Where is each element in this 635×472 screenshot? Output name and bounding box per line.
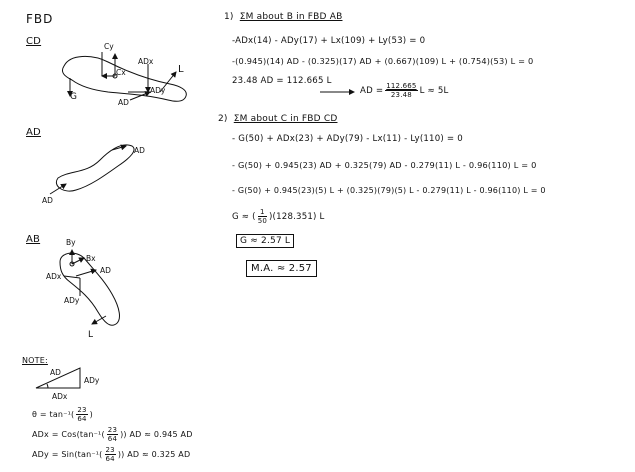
step1-heading: 1) ΣM about B in FBD AB: [224, 12, 343, 22]
note-title: NOTE:: [22, 356, 48, 365]
note-adx-eq: ADx = Cos(tan⁻¹( $\frac{23}{64}$ )) AD ≈ 0.945 AD: [32, 426, 193, 443]
ab-ad-label: AD: [100, 266, 111, 275]
step1-equation-3: 23.48 AD = 112.665 L: [232, 76, 332, 86]
step2-g-equation: G ≈ ( $\frac{1}{50}$ )(128.351) L: [232, 208, 325, 225]
step1-equation-2: -(0.945)(14) AD - (0.325)(17) AD + (0.667)(109) L + (0.754)(53) L = 0: [232, 56, 534, 66]
cd-cx-label: Cx: [116, 68, 126, 77]
result-ma-box: M.A. ≈ 2.57: [246, 260, 317, 277]
step1-equation-1: -ADx(14) - ADy(17) + Lx(109) + Ly(53) = 0: [232, 36, 426, 46]
ab-by-label: By: [66, 238, 76, 247]
note-tri-ad: AD: [50, 368, 61, 377]
cd-l-label: L: [178, 64, 184, 75]
ad-bottom-label: AD: [42, 196, 53, 205]
ab-adx-label: ADx: [46, 272, 62, 281]
note-tri-adx: ADx: [52, 392, 68, 401]
note-ady-eq: ADy = Sin(tan⁻¹( $\frac{23}{64}$ )) AD ≈ 0.325 AD: [32, 446, 191, 463]
cd-ad-label: AD: [118, 98, 129, 107]
step2-heading: 2) ΣM about C in FBD CD: [218, 114, 338, 124]
cd-cy-label: Cy: [104, 42, 114, 51]
cd-g-label: G: [70, 92, 77, 102]
ab-ady-label: ADy: [64, 296, 80, 305]
ab-label: AB: [26, 234, 41, 245]
note-tri-ady: ADy: [84, 376, 100, 385]
ad-label: AD: [26, 127, 41, 138]
ad-top-label: AD: [134, 146, 145, 155]
fbd-title: FBD: [26, 12, 54, 26]
ab-bx-label: Bx: [86, 254, 96, 263]
note-theta-eq: θ = tan⁻¹( $\frac{23}{64}$ ): [32, 406, 93, 423]
step2-equation-3: - G(50) + 0.945(23)(5) L + (0.325)(79)(5) L - 0.279(11) L - 0.96(110) L = 0: [232, 186, 546, 195]
result-g-box: G ≈ 2.57 L: [236, 234, 294, 248]
step2-equation-1: - G(50) + ADx(23) + ADy(79) - Lx(11) - Ly(110) = 0: [232, 134, 463, 144]
step1-result: AD = $\frac{112.665}{23.48}$ L ≈ 5L: [360, 82, 449, 99]
ad-member: [50, 145, 134, 194]
cd-adx-label: ADx: [138, 57, 154, 66]
step2-equation-2: - G(50) + 0.945(23) AD + 0.325(79) AD - 0.279(11) L - 0.96(110) L = 0: [232, 160, 537, 170]
ab-l-label: L: [88, 330, 94, 340]
cd-ady-label: ADy: [150, 86, 166, 95]
cd-label: CD: [26, 36, 42, 47]
